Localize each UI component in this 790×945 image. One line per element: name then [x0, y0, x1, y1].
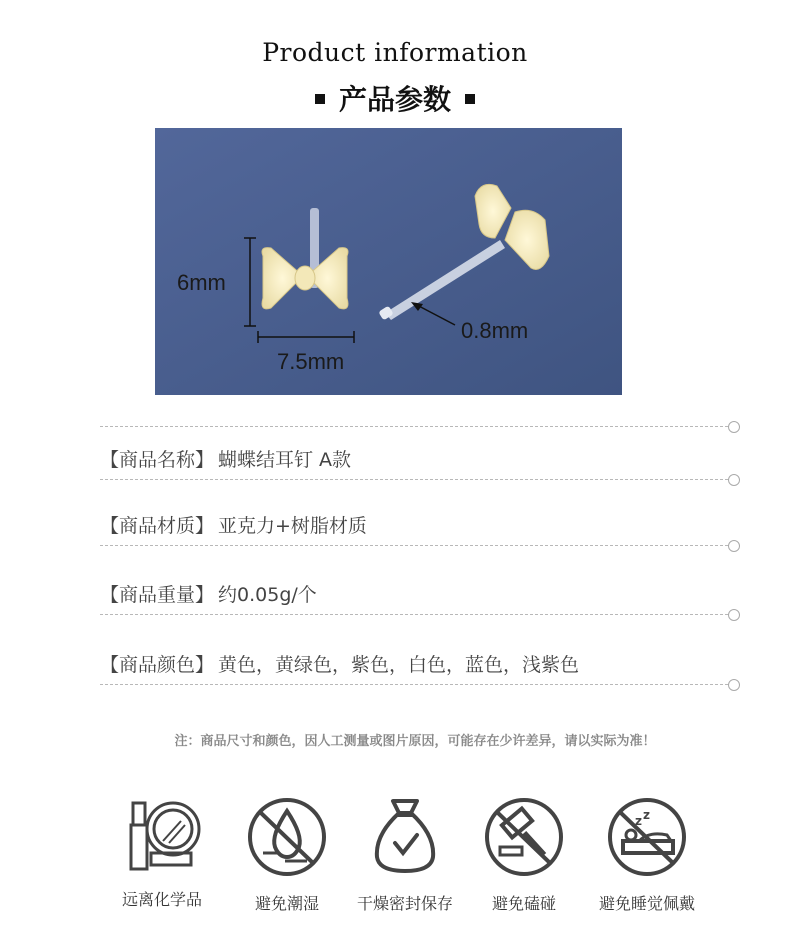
spec-value: 亚克力+树脂材质: [218, 515, 367, 537]
svg-text:z: z: [635, 814, 642, 828]
product-photo: [155, 128, 622, 395]
spec-label: 【商品名称】: [100, 449, 215, 471]
title-english: Product information: [262, 38, 528, 67]
disclaimer-note: 注：商品尺寸和颜色，因人工测量或图片原因，可能存在少许差异，请以实际为准！: [174, 734, 656, 749]
square-bullet-left: [315, 94, 325, 104]
dim-width-label: 7.5mm: [277, 349, 345, 374]
care-item-moisture: [222, 795, 352, 914]
care-item-sealed: [340, 795, 470, 914]
care-item-impact: [459, 795, 589, 914]
no-sleep-icon: [605, 795, 689, 879]
no-hammer-icon: [482, 795, 566, 879]
dim-pin-label: 0.8mm: [461, 318, 529, 343]
divider-end-circle: [728, 679, 740, 691]
title-chinese: [0, 78, 790, 118]
care-label: 避免潮湿: [254, 894, 319, 913]
divider-top: [100, 387, 740, 427]
care-label: 避免睡觉佩戴: [598, 894, 695, 913]
spec-label: 【商品颜色】: [100, 654, 215, 676]
care-item-chemicals: [97, 795, 227, 910]
title-chinese-text: 产品参数: [338, 83, 451, 116]
spec-value: 约0.05g/个: [218, 584, 317, 606]
chemical-product-icon: [117, 795, 207, 875]
divider-end-circle: [728, 421, 740, 433]
spec-row-color: [100, 645, 740, 685]
square-bullet-right: [465, 94, 475, 104]
spec-row-name: [100, 440, 740, 480]
spec-row-weight: [100, 575, 740, 615]
care-label: 避免磕碰: [491, 894, 556, 913]
spec-value: 蝴蝶结耳钉 A款: [218, 449, 352, 471]
care-label: 干燥密封保存: [356, 894, 453, 913]
sealed-bag-icon: [363, 795, 447, 879]
spec-label: 【商品材质】: [100, 515, 215, 537]
spec-row-material: [100, 506, 740, 546]
divider-end-circle: [728, 609, 740, 621]
divider-end-circle: [728, 540, 740, 552]
spec-label: 【商品重量】: [100, 584, 215, 606]
svg-text:z: z: [643, 808, 650, 822]
care-item-sleep: [582, 795, 712, 914]
dim-height-label: 6mm: [177, 270, 226, 295]
spec-value: 黄色，黄绿色，紫色，白色，蓝色，浅紫色: [218, 654, 580, 676]
care-label: 远离化学品: [121, 890, 202, 909]
divider-end-circle: [728, 474, 740, 486]
no-moisture-icon: [245, 795, 329, 879]
